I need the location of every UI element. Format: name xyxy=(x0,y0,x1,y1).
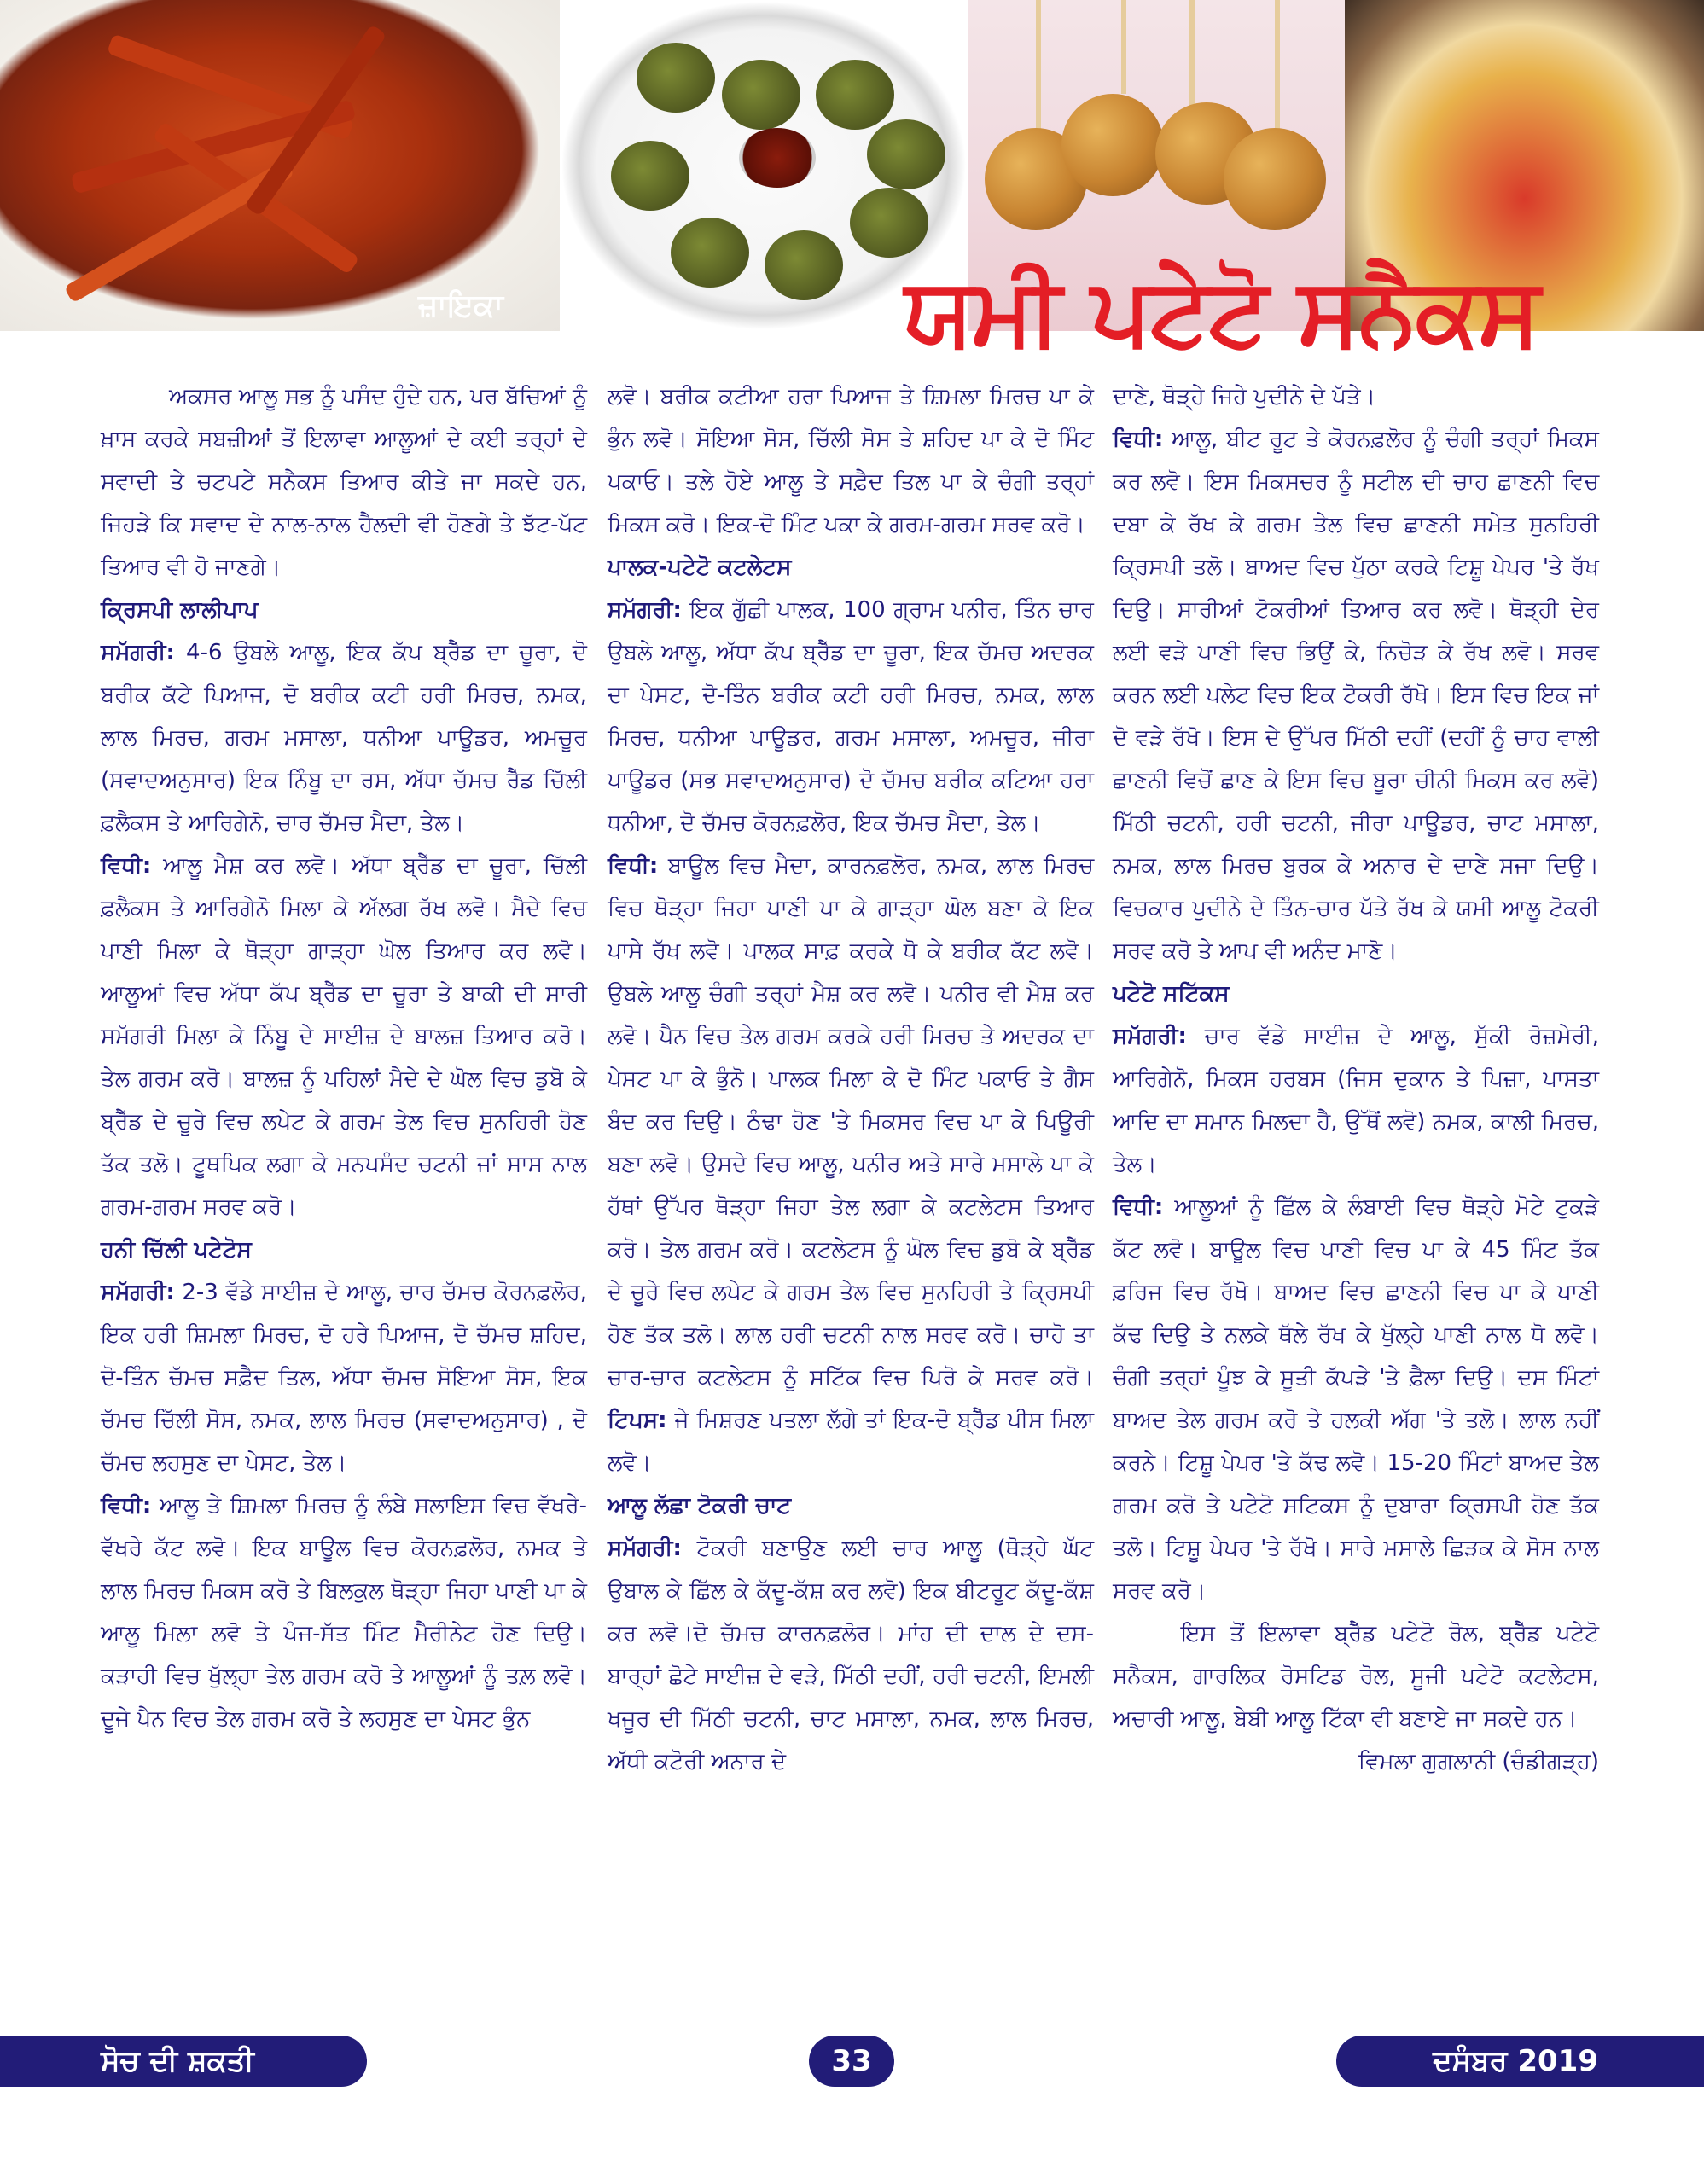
paragraph-text: ਆਲੂਆਂ ਨੂੰ ਛਿੱਲ ਕੇ ਲੰਬਾਈ ਵਿਚ ਥੋੜ੍ਹੇ ਮੋਟੇ ਟੁਕੜੇ ਕੱਟ ਲਵੋ। ਬਾਊਲ ਵਿਚ ਪਾਣੀ ਵਿਚ ਪਾ ਕੇ 45 ਮਿੰਟ ਤੱਕ ਫ਼ਰਿਜ ਵਿਚ ਰੱਖੋ। ਬਾਅਦ ਵਿਚ ਛਾਣਨੀ ਵਿਚ ਪਾ ਕੇ ਪਾਣੀ ਕੱਢ ਦਿਉ ਤੇ ਨਲਕੇ ਥੱਲੇ ਰੱਖ ਕੇ ਖੁੱਲ੍ਹੇ ਪਾਣੀ ਨਾਲ ਧੋ ਲਵੋ। ਚੰਗੀ ਤਰ੍ਹਾਂ ਪੂੰਝ ਕੇ ਸੂਤੀ ਕੱਪੜੇ 'ਤੇ ਫ਼ੈਲਾ ਦਿਉ। ਦਸ ਮਿੰਟਾਂ ਬਾਅਦ ਤੇਲ ਗਰਮ ਕਰੋ ਤੇ ਹਲਕੀ ਅੱਗ 'ਤੇ ਤਲੋ। ਲਾਲ ਨਹੀਂ ਕਰਨੇ। ਟਿਸ਼ੂ ਪੇਪਰ 'ਤੇ ਕੱਢ ਲਵੋ। 15-20 ਮਿੰਟਾਂ ਬਾਅਦ ਤੇਲ ਗਰਮ ਕਰੋ ਤੇ ਪਟੇਟੋ ਸਟਿਕਸ ਨੂੰ ਦੁਬਾਰਾ ਕ੍ਰਿਸਪੀ ਹੋਣ ਤੱਕ ਤਲੋ। ਟਿਸ਼ੂ ਪੇਪਰ 'ਤੇ ਰੱਖੋ। ਸਾਰੇ ਮਸਾਲੇ ਛਿੜਕ ਕੇ ਸੋਸ ਨਾਲ ਸਰਵ ਕਰੋ। xyxy=(1113,1194,1599,1604)
page-footer xyxy=(0,2036,1704,2087)
field-label: ਵਿਧੀ: xyxy=(1113,427,1164,452)
field-label: ਸਮੱਗਰੀ: xyxy=(101,640,175,665)
photo-honey-chilli-potatoes xyxy=(0,0,560,331)
paragraph-text: ਆਲੂ, ਬੀਟ ਰੂਟ ਤੇ ਕੋਰਨਫ਼ਲੋਰ ਨੂੰ ਚੰਗੀ ਤਰ੍ਹਾਂ ਮਿਕਸ ਕਰ ਲਵੋ। ਇਸ ਮਿਕਸਚਰ ਨੂੰ ਸਟੀਲ ਦੀ ਚਾਹ ਛਾਣਨੀ ਵਿਚ ਦਬਾ ਕੇ ਰੱਖ ਕੇ ਗਰਮ ਤੇਲ ਵਿਚ ਛਾਣਨੀ ਸਮੇਤ ਸੁਨਹਿਰੀ ਕ੍ਰਿਸਪੀ ਤਲੋ। ਬਾਅਦ ਵਿਚ ਪੁੱਠਾ ਕਰਕੇ ਟਿਸ਼ੂ ਪੇਪਰ 'ਤੇ ਰੱਖ ਦਿਉ। ਸਾਰੀਆਂ ਟੋਕਰੀਆਂ ਤਿਆਰ ਕਰ ਲਵੋ। ਥੋੜ੍ਹੀ ਦੇਰ ਲਈ ਵੜੇ ਪਾਣੀ ਵਿਚ ਭਿਉਂ ਕੇ, ਨਿਚੋੜ ਕੇ ਰੱਖ ਲਵੋ। ਸਰਵ ਕਰਨ ਲਈ ਪਲੇਟ ਵਿਚ ਇਕ ਟੋਕਰੀ ਰੱਖੋ। ਇਸ ਵਿਚ ਇਕ ਜਾਂ ਦੋ ਵੜੇ ਰੱਖੋ। ਇਸ ਦੇ ਉੱਪਰ ਮਿੱਠੀ ਦਹੀਂ (ਦਹੀਂ ਨੂੰ ਚਾਹ ਵਾਲੀ ਛਾਣਨੀ ਵਿਚੋਂ ਛਾਣ ਕੇ ਇਸ ਵਿਚ ਬੂਰਾ ਚੀਨੀ ਮਿਕਸ ਕਰ ਲਵੋ) ਮਿੱਠੀ ਚਟਨੀ, ਹਰੀ ਚਟਨੀ, ਜੀਰਾ ਪਾਊਡਰ, ਚਾਟ ਮਸਾਲਾ, ਨਮਕ, ਲਾਲ ਮਿਰਚ ਬੁਰਕ ਕੇ ਅਨਾਰ ਦੇ ਦਾਣੇ ਸਜਾ ਦਿਉ। ਵਿਚਕਾਰ ਪੁਦੀਨੇ ਦੇ ਤਿੰਨ-ਚਾਰ ਪੱਤੇ ਰੱਖ ਕੇ ਯਮੀ ਆਲੂ ਟੋਕਰੀ ਸਰਵ ਕਰੋ ਤੇ ਆਪ ਵੀ ਅਨੰਦ ਮਾਣੋ। xyxy=(1113,427,1599,964)
issue-date: ਦਸੰਬਰ 2019 xyxy=(1336,2036,1704,2087)
article-column-1 xyxy=(101,375,587,1740)
paragraph-text: ਲਵੋ। ਬਰੀਕ ਕਟੀਆ ਹਰਾ ਪਿਆਜ ਤੇ ਸ਼ਿਮਲਾ ਮਿਰਚ ਪਾ ਕੇ ਭੁੰਨ ਲਵੋ। ਸੋਇਆ ਸੋਸ, ਚਿੱਲੀ ਸੋਸ ਤੇ ਸ਼ਹਿਦ ਪਾ ਕੇ ਦੋ ਮਿੰਟ ਪਕਾਓ। ਤਲੇ ਹੋਏ ਆਲੂ ਤੇ ਸਫ਼ੈਦ ਤਿਲ ਪਾ ਕੇ ਚੰਗੀ ਤਰ੍ਹਾਂ ਮਿਕਸ ਕਰੋ। ਇਕ-ਦੋ ਮਿੰਟ ਪਕਾ ਕੇ ਗਰਮ-ਗਰਮ ਸਰਵ ਕਰੋ। xyxy=(608,384,1094,537)
recipe-heading: ਪਾਲਕ-ਪਟੇਟੋ ਕਟਲੇਟਸ xyxy=(608,555,792,580)
recipe-heading: ਪਟੇਟੋ ਸਟਿੱਕਸ xyxy=(1113,981,1230,1007)
field-label: ਟਿਪਸ: xyxy=(608,1408,667,1433)
section-label: ਜ਼ਾਇਕਾ xyxy=(418,288,503,323)
article-paragraph xyxy=(608,375,1094,546)
article-paragraph xyxy=(608,845,1094,1484)
field-label: ਸਮੱਗਰੀ: xyxy=(608,597,682,623)
paragraph-text: ਦਾਣੇ, ਥੋੜ੍ਹੇ ਜਿਹੇ ਪੁਦੀਨੇ ਦੇ ਪੱਤੇ। xyxy=(1113,384,1376,410)
paragraph-text: ਟੋਕਰੀ ਬਣਾਉਣ ਲਈ ਚਾਰ ਆਲੂ (ਥੋੜ੍ਹੇ ਘੱਟ ਉਬਾਲ ਕੇ ਛਿੱਲ ਕੇ ਕੱਦੂ-ਕੱਸ਼ ਕਰ ਲਵੋ) ਇਕ ਬੀਟਰੂਟ ਕੱਦੂ-ਕੱਸ਼ ਕਰ ਲਵੋ।ਦੋ ਚੱਮਚ ਕਾਰਨਫ਼ਲੋਰ। ਮਾਂਹ ਦੀ ਦਾਲ ਦੇ ਦਸ-ਬਾਰ੍ਹਾਂ ਛੋਟੇ ਸਾਈਜ਼ ਦੇ ਵੜੇ, ਮਿੱਠੀ ਦਹੀਂ, ਹਰੀ ਚਟਨੀ, ਇਮਲੀ ਖਜੂਰ ਦੀ ਮਿੱਠੀ ਚਟਨੀ, ਚਾਟ ਮਸਾਲਾ, ਨਮਕ, ਲਾਲ ਮਿਰਚ, ਅੱਧੀ ਕਟੋਰੀ ਅਨਾਰ ਦੇ xyxy=(608,1536,1094,1774)
article-paragraph xyxy=(101,845,587,1228)
article-paragraph xyxy=(1113,1186,1599,1612)
paragraph-text: 4-6 ਉਬਲੇ ਆਲੂ, ਇਕ ਕੱਪ ਬ੍ਰੈੱਡ ਦਾ ਚੂਰਾ, ਦੋ ਬਰੀਕ ਕੱਟੇ ਪਿਆਜ, ਦੋ ਬਰੀਕ ਕਟੀ ਹਰੀ ਮਿਰਚ, ਨਮਕ, ਲਾਲ ਮਿਰਚ, ਗਰਮ ਮਸਾਲਾ, ਧਨੀਆ ਪਾਊਡਰ, ਅਮਚੂਰ (ਸਵਾਦਅਨੁਸਾਰ) ਇਕ ਨਿੰਬੂ ਦਾ ਰਸ, ਅੱਧਾ ਚੱਮਚ ਰੈੱਡ ਚਿੱਲੀ ਫ਼ਲੈਕਸ ਤੇ ਆਰਿਗੇਨੋ, ਚਾਰ ਚੱਮਚ ਮੈਦਾ, ਤੇਲ। xyxy=(101,640,587,836)
paragraph-text: ਬਾਊਲ ਵਿਚ ਮੈਦਾ, ਕਾਰਨਫ਼ਲੋਰ, ਨਮਕ, ਲਾਲ ਮਿਰਚ ਵਿਚ ਥੋੜ੍ਹਾ ਜਿਹਾ ਪਾਣੀ ਪਾ ਕੇ ਗਾੜ੍ਹਾ ਘੋਲ ਬਣਾ ਕੇ ਇਕ ਪਾਸੇ ਰੱਖ ਲਵੋ। ਪਾਲਕ ਸਾਫ਼ ਕਰਕੇ ਧੋ ਕੇ ਬਰੀਕ ਕੱਟ ਲਵੋ। ਉਬਲੇ ਆਲੂ ਚੰਗੀ ਤਰ੍ਹਾਂ ਮੈਸ਼ ਕਰ ਲਵੋ। ਪਨੀਰ ਵੀ ਮੈਸ਼ ਕਰ ਲਵੋ। ਪੈਨ ਵਿਚ ਤੇਲ ਗਰਮ ਕਰਕੇ ਹਰੀ ਮਿਰਚ ਤੇ ਅਦਰਕ ਦਾ ਪੇਸਟ ਪਾ ਕੇ ਭੁੰਨੋ। ਪਾਲਕ ਮਿਲਾ ਕੇ ਦੋ ਮਿੰਟ ਪਕਾਓ ਤੇ ਗੈਸ ਬੰਦ ਕਰ ਦਿਉ। ਠੰਢਾ ਹੋਣ 'ਤੇ ਮਿਕਸਰ ਵਿਚ ਪਾ ਕੇ ਪਿਊਰੀ ਬਣਾ ਲਵੋ। ਉਸਦੇ ਵਿਚ ਆਲੂ, ਪਨੀਰ ਅਤੇ ਸਾਰੇ ਮਸਾਲੇ ਪਾ ਕੇ ਹੱਥਾਂ ਉੱਪਰ ਥੋੜ੍ਹਾ ਜਿਹਾ ਤੇਲ ਲਗਾ ਕੇ ਕਟਲੇਟਸ ਤਿਆਰ ਕਰੋ। ਤੇਲ ਗਰਮ ਕਰੋ। ਕਟਲੇਟਸ ਨੂੰ ਘੋਲ ਵਿਚ ਡੁਬੋ ਕੇ ਬ੍ਰੈੱਡ ਦੇ ਚੂਰੇ ਵਿਚ ਲਪੇਟ ਕੇ ਗਰਮ ਤੇਲ ਵਿਚ ਸੁਨਹਿਰੀ ਤੇ ਕ੍ਰਿਸਪੀ ਹੋਣ ਤੱਕ ਤਲੋ। ਲਾਲ ਹਰੀ ਚਟਨੀ ਨਾਲ ਸਰਵ ਕਰੋ। ਚਾਹੋ ਤਾ ਚਾਰ-ਚਾਰ ਕਟਲੇਟਸ ਨੂੰ ਸਟਿੱਕ ਵਿਚ ਪਿਰੋ ਕੇ ਸਰਵ ਕਰੋ। xyxy=(608,853,1094,1391)
recipe-heading: ਕ੍ਰਿਸਪੀ ਲਾਲੀਪਾਪ xyxy=(101,597,259,623)
article-paragraph xyxy=(101,375,587,589)
paragraph-text: 2-3 ਵੱਡੇ ਸਾਈਜ਼ ਦੇ ਆਲੂ, ਚਾਰ ਚੱਮਚ ਕੋਰਨਫ਼ਲੋਰ, ਇਕ ਹਰੀ ਸ਼ਿਮਲਾ ਮਿਰਚ, ਦੋ ਹਰੇ ਪਿਆਜ, ਦੋ ਚੱਮਚ ਸ਼ਹਿਦ, ਦੋ-ਤਿੰਨ ਚੱਮਚ ਸਫ਼ੈਦ ਤਿਲ, ਅੱਧਾ ਚੱਮਚ ਸੋਇਆ ਸੋਸ, ਇਕ ਚੱਮਚ ਚਿੱਲੀ ਸੋਸ, ਨਮਕ, ਲਾਲ ਮਿਰਚ (ਸਵਾਦਅਨੁਸਾਰ) , ਦੋ ਚੱਮਚ ਲਹਸੁਣ ਦਾ ਪੇਸਟ, ਤੇਲ। xyxy=(101,1280,587,1476)
field-label: ਸਮੱਗਰੀ: xyxy=(608,1536,682,1561)
article-paragraph xyxy=(101,1484,587,1740)
article-paragraph xyxy=(1113,1612,1599,1740)
field-label: ਸਮੱਗਰੀ: xyxy=(101,1280,175,1305)
article-paragraph xyxy=(1113,418,1599,973)
recipe-heading: ਹਨੀ ਚਿੱਲੀ ਪਟੇਟੋਸ xyxy=(101,1237,252,1263)
field-label: ਵਿਧੀ: xyxy=(101,853,152,879)
article-paragraph xyxy=(608,589,1094,845)
magazine-name: ਸੋਚ ਦੀ ਸ਼ਕਤੀ xyxy=(0,2036,367,2087)
field-label: ਵਿਧੀ: xyxy=(1113,1194,1164,1220)
article-paragraph xyxy=(1113,375,1599,418)
paragraph-text: ਅਕਸਰ ਆਲੂ ਸਭ ਨੂੰ ਪਸੰਦ ਹੁੰਦੇ ਹਨ, ਪਰ ਬੱਚਿਆਂ ਨੂੰ ਖ਼ਾਸ ਕਰਕੇ ਸਬਜ਼ੀਆਂ ਤੋਂ ਇਲਾਵਾ ਆਲੂਆਂ ਦੇ ਕਈ ਤਰ੍ਹਾਂ ਦੇ ਸਵਾਦੀ ਤੇ ਚਟਪਟੇ ਸਨੈਕਸ ਤਿਆਰ ਕੀਤੇ ਜਾ ਸਕਦੇ ਹਨ, ਜਿਹੜੇ ਕਿ ਸਵਾਦ ਦੇ ਨਾਲ-ਨਾਲ ਹੈਲਦੀ ਵੀ ਹੋਣਗੇ ਤੇ ਝੱਟ-ਪੱਟ ਤਿਆਰ ਵੀ ਹੋ ਜਾਣਗੇ। xyxy=(101,384,587,580)
field-label: ਵਿਧੀ: xyxy=(608,853,659,879)
article-paragraph xyxy=(1113,1015,1599,1186)
paragraph-text: ਆਲੂ ਮੈਸ਼ ਕਰ ਲਵੋ। ਅੱਧਾ ਬ੍ਰੈੱਡ ਦਾ ਚੂਰਾ, ਚਿੱਲੀ ਫ਼ਲੈਕਸ ਤੇ ਆਰਿਗੇਨੋ ਮਿਲਾ ਕੇ ਅੱਲਗ ਰੱਖ ਲਵੋ। ਮੈਦੇ ਵਿਚ ਪਾਣੀ ਮਿਲਾ ਕੇ ਥੋੜ੍ਹਾ ਗਾੜ੍ਹਾ ਘੋਲ ਤਿਆਰ ਕਰ ਲਵੋ। ਆਲੂਆਂ ਵਿਚ ਅੱਧਾ ਕੱਪ ਬ੍ਰੈੱਡ ਦਾ ਚੂਰਾ ਤੇ ਬਾਕੀ ਦੀ ਸਾਰੀ ਸਮੱਗਰੀ ਮਿਲਾ ਕੇ ਨਿੰਬੂ ਦੇ ਸਾਈਜ਼ ਦੇ ਬਾਲਜ਼ ਤਿਆਰ ਕਰੋ। ਤੇਲ ਗਰਮ ਕਰੋ। ਬਾਲਜ਼ ਨੂੰ ਪਹਿਲਾਂ ਮੈਦੇ ਦੇ ਘੋਲ ਵਿਚ ਡੁਬੋ ਕੇ ਬ੍ਰੈੱਡ ਦੇ ਚੂਰੇ ਵਿਚ ਲਪੇਟ ਕੇ ਗਰਮ ਤੇਲ ਵਿਚ ਸੁਨਹਿਰੀ ਹੋਣ ਤੱਕ ਤਲੋ। ਟੂਥਪਿਕ ਲਗਾ ਕੇ ਮਨਪਸੰਦ ਚਟਨੀ ਜਾਂ ਸਾਸ ਨਾਲ ਗਰਮ-ਗਰਮ ਸਰਵ ਕਰੋ। xyxy=(101,853,587,1220)
paragraph-text: ਆਲੂ ਤੇ ਸ਼ਿਮਲਾ ਮਿਰਚ ਨੂੰ ਲੰਬੇ ਸਲਾਇਸ ਵਿਚ ਵੱਖਰੇ-ਵੱਖਰੇ ਕੱਟ ਲਵੋ। ਇਕ ਬਾਊਲ ਵਿਚ ਕੋਰਨਫ਼ਲੋਰ, ਨਮਕ ਤੇ ਲਾਲ ਮਿਰਚ ਮਿਕਸ ਕਰੋ ਤੇ ਬਿਲਕੁਲ ਥੋੜ੍ਹਾ ਜਿਹਾ ਪਾਣੀ ਪਾ ਕੇ ਆਲੂ ਮਿਲਾ ਲਵੋ ਤੇ ਪੰਜ-ਸੱਤ ਮਿੰਟ ਮੈਰੀਨੇਟ ਹੋਣ ਦਿਉ। ਕੜਾਹੀ ਵਿਚ ਖੁੱਲ੍ਹਾ ਤੇਲ ਗਰਮ ਕਰੋ ਤੇ ਆਲੂਆਂ ਨੂੰ ਤਲ਼ ਲਵੋ। ਦੂਜੇ ਪੈਨ ਵਿਚ ਤੇਲ ਗਰਮ ਕਰੋ ਤੇ ਲਹਸੁਣ ਦਾ ਪੇਸਟ ਭੁੰਨ xyxy=(101,1493,587,1732)
recipe-heading: ਆਲੂ ਲੱਛਾ ਟੋਕਰੀ ਚਾਟ xyxy=(608,1493,792,1519)
paragraph-text: ਵਿਮਲਾ ਗੁਗਲਾਨੀ (ਚੰਡੀਗੜ੍ਹ) xyxy=(1358,1749,1599,1774)
field-label: ਵਿਧੀ: xyxy=(101,1493,152,1519)
article-column-3 xyxy=(1113,375,1599,1783)
paragraph-text: ਚਾਰ ਵੱਡੇ ਸਾਈਜ਼ ਦੇ ਆਲੂ, ਸੁੱਕੀ ਰੋਜ਼ਮੇਰੀ, ਆਰਿਗੇਨੋ, ਮਿਕਸ ਹਰਬਸ (ਜਿਸ ਦੁਕਾਨ ਤੇ ਪਿਜ਼ਾ, ਪਾਸਤਾ ਆਦਿ ਦਾ ਸਮਾਨ ਮਿਲਦਾ ਹੈ, ਉੱਥੋਂ ਲਵੋ) ਨਮਕ, ਕਾਲੀ ਮਿਰਚ, ਤੇਲ। xyxy=(1113,1024,1599,1177)
page-title: ਯਮੀ ਪਟੇਟੋ ਸਨੈਕਸ xyxy=(904,257,1539,366)
article-column-2 xyxy=(608,375,1094,1783)
article-paragraph xyxy=(101,1271,587,1484)
page-number: 33 xyxy=(809,2036,894,2087)
article-paragraph xyxy=(101,631,587,845)
field-label: ਸਮੱਗਰੀ: xyxy=(1113,1024,1187,1049)
author-signature xyxy=(1113,1740,1599,1783)
article-paragraph xyxy=(608,1527,1094,1783)
paragraph-text: ਜੇ ਮਿਸ਼ਰਣ ਪਤਲਾ ਲੱਗੇ ਤਾਂ ਇਕ-ਦੋ ਬ੍ਰੈੱਡ ਪੀਸ ਮਿਲਾ ਲਵੋ। xyxy=(608,1408,1094,1476)
paragraph-text: ਇਸ ਤੋਂ ਇਲਾਵਾ ਬ੍ਰੈੱਡ ਪਟੇਟੋ ਰੋਲ, ਬ੍ਰੈੱਡ ਪਟੇਟੋ ਸਨੈਕਸ, ਗਾਰਲਿਕ ਰੋਸਟਿਡ ਰੋਲ, ਸੂਜੀ ਪਟੇਟੋ ਕਟਲੇਟਸ, ਅਚਾਰੀ ਆਲੂ, ਬੇਬੀ ਆਲੂ ਟਿੱਕਾ ਵੀ ਬਣਾਏ ਜਾ ਸਕਦੇ ਹਨ। xyxy=(1113,1621,1599,1732)
paragraph-text: ਇਕ ਗੁੱਛੀ ਪਾਲਕ, 100 ਗ੍ਰਾਮ ਪਨੀਰ, ਤਿੰਨ ਚਾਰ ਉਬਲੇ ਆਲੂ, ਅੱਧਾ ਕੱਪ ਬ੍ਰੈੱਡ ਦਾ ਚੂਰਾ, ਇਕ ਚੱਮਚ ਅਦਰਕ ਦਾ ਪੇਸਟ, ਦੋ-ਤਿੰਨ ਬਰੀਕ ਕਟੀ ਹਰੀ ਮਿਰਚ, ਨਮਕ, ਲਾਲ ਮਿਰਚ, ਧਨੀਆ ਪਾਊਡਰ, ਗਰਮ ਮਸਾਲਾ, ਅਮਚੂਰ, ਜੀਰਾ ਪਾਊਡਰ (ਸਭ ਸਵਾਦਅਨੁਸਾਰ) ਦੋ ਚੱਮਚ ਬਰੀਕ ਕਟਿਆ ਹਰਾ ਧਨੀਆ, ਦੋ ਚੱਮਚ ਕੋਰਨਫ਼ਲੋਰ, ਇਕ ਚੱਮਚ ਮੈਦਾ, ਤੇਲ। xyxy=(608,597,1094,836)
